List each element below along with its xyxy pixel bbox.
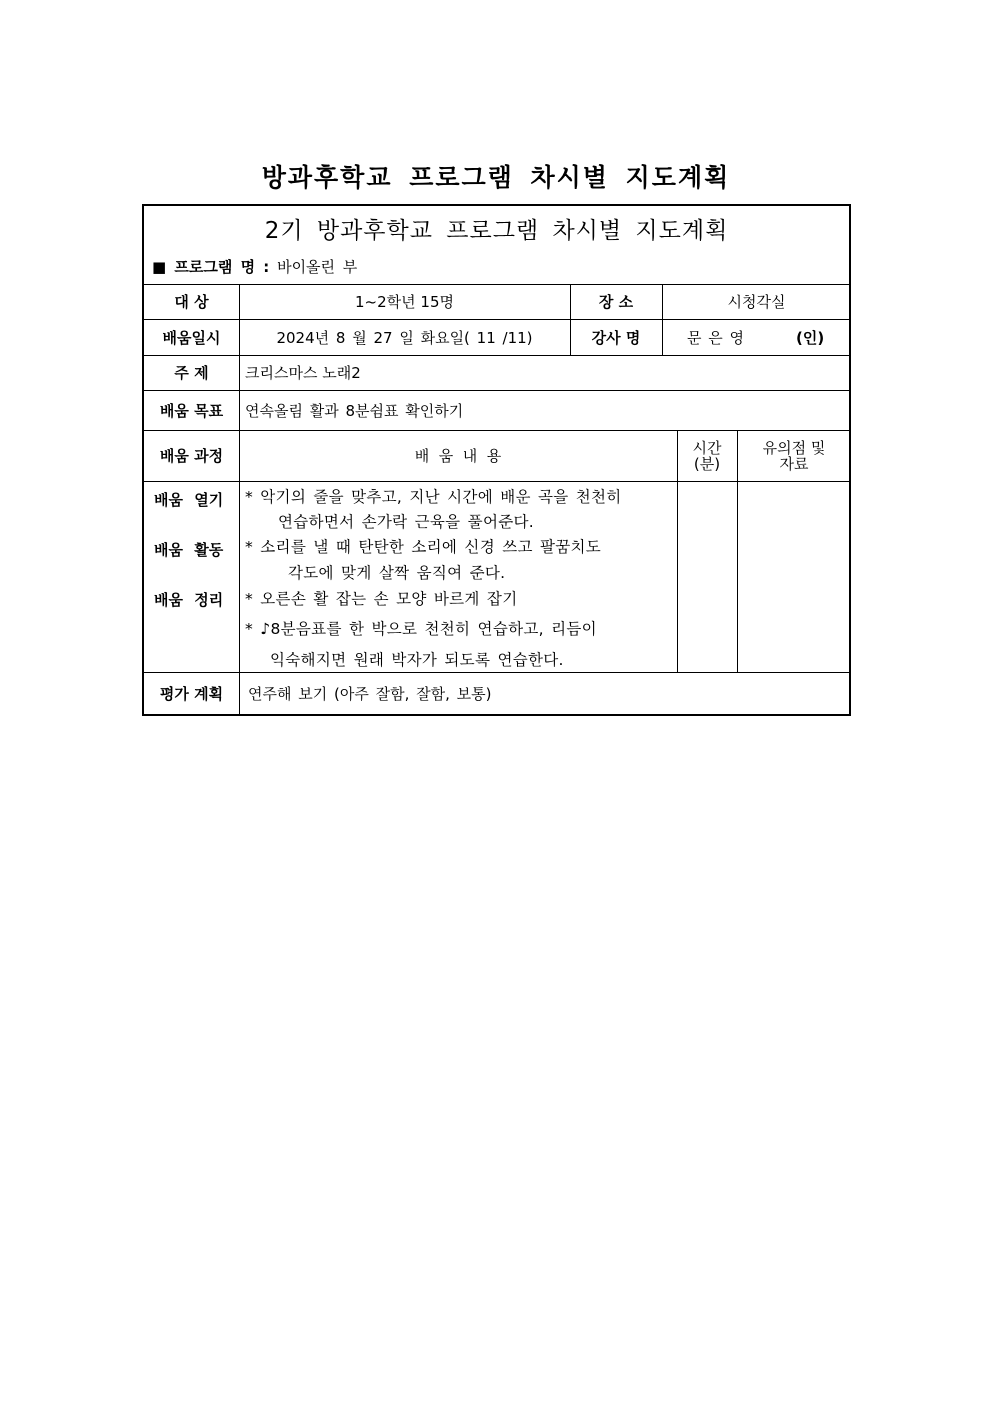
goal-label: 배움 목표 [159,401,224,420]
instructor-seal: (인) [796,328,825,347]
topic-value: 크리스마스 노래2 [245,364,361,382]
content-header: 배 움 내 용 [414,447,502,465]
date-value: 2024년 8 월 27 일 화요일( 11 /11) [276,328,533,347]
notes-header [737,430,851,481]
process-label: 배움 과정 [159,447,224,465]
document-title: 방과후학교 프로그램 차시별 지도계획 [261,163,731,192]
step-activity: 배움 활동 [154,541,224,559]
form-grid [144,206,849,714]
evaluation-label: 평가 계획 [159,684,224,703]
notes-header-line1: 유의점 및 [762,438,826,457]
program-name-label: ■ 프로그램 명 : [152,258,270,276]
step-opening: 배움 열기 [154,491,224,509]
place-value: 시청각실 [727,293,786,311]
content-line: * 소리를 낼 때 탄탄한 소리에 신경 쓰고 팔꿈치도 [245,538,602,556]
content-line: * ♪8분음표를 한 박으로 천천히 연습하고, 리듬이 [245,620,597,638]
content-line: * 악기의 줄을 맞추고, 지난 시간에 배운 곡을 천천히 [245,488,622,506]
grid-line [144,481,849,482]
evaluation-value: 연주해 보기 (아주 잘함, 잘함, 보통) [248,684,492,703]
form-title: 2기 방과후학교 프로그램 차시별 지도계획 [264,218,729,244]
program-name-value: 바이올린 부 [277,258,358,276]
content-line: 익숙해지면 원래 박자가 되도록 연습한다. [270,651,564,669]
time-header [677,430,737,481]
content-line: * 오른손 활 잡는 손 모양 바르게 잡기 [245,590,518,608]
content-line: 연습하면서 손가락 근육을 풀어준다. [278,513,535,531]
time-header-line1: 시간 [692,438,722,457]
target-label: 대 상 [174,293,209,311]
date-label: 배움일시 [162,328,221,347]
step-closing: 배움 정리 [154,591,224,609]
lesson-plan-form [142,204,851,716]
goal-value: 연속올림 활과 8분쉼표 확인하기 [245,401,464,420]
notes-header-line2: 자료 [779,454,809,473]
content-line: 각도에 맞게 살짝 움직여 준다. [288,564,506,582]
instructor-name: 문 은 영 [687,328,746,347]
topic-label: 주 제 [174,364,209,382]
time-header-line2: (분) [693,454,721,473]
place-label: 장 소 [598,293,634,311]
instructor-label: 강사 명 [591,328,641,347]
target-value: 1~2학년 15명 [355,293,454,311]
